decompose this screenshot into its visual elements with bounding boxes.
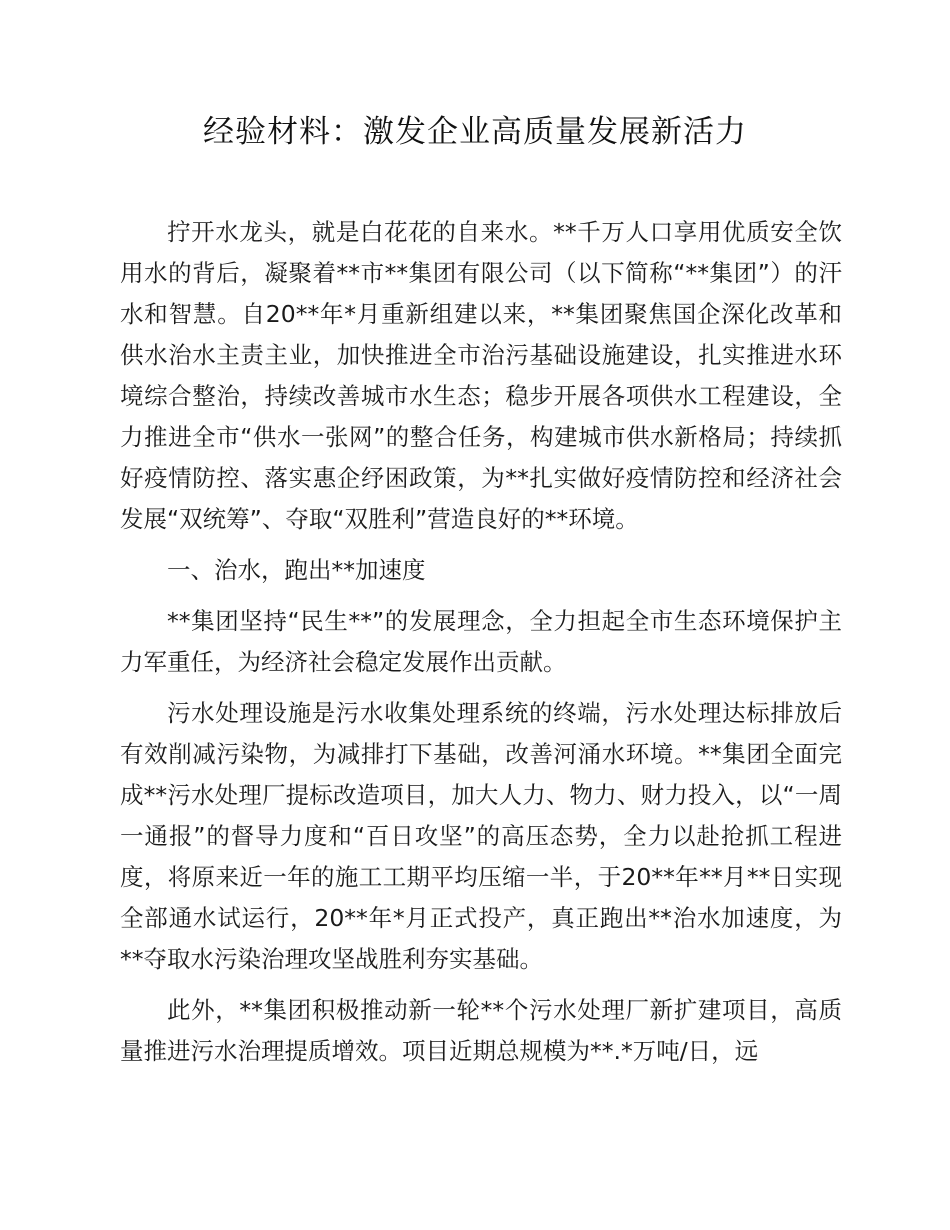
paragraph-sewage-treatment: 污水处理设施是污水收集处理系统的终端，污水处理达标排放后有效削减污染物，为减排打下基础，改善河涌水环境。**集团全面完成**污水处理厂提标改造项目，加大人力、物力、财力投入，以“一周一通报”的督导力度和“百日攻坚”的高压态势，全力以赴抢抓工程进度，将原来近一年的施工工期平均压缩一半，于20**年**月**日实现全部通水试运行，20**年*月正式投产，真正跑出**治水加速度，为**夺取水污染治理攻坚战胜利夯实基础。	[120, 699, 842, 973]
document-title: 经验材料：激发企业高质量发展新活力	[203, 114, 747, 150]
section-heading: 一、治水，跑出**加速度	[167, 556, 426, 584]
document-body	[120, 212, 842, 1082]
paragraph-philosophy: **集团坚持“民生**”的发展理念，全力担起全市生态环境保护主力军重任，为经济社会稳定发展作出贡献。	[120, 607, 842, 676]
paragraph-expansion: 此外，**集团积极推动新一轮**个污水处理厂新扩建项目，高质量推进污水治理提质增效。项目近期总规模为**.*万吨/日，远	[120, 996, 842, 1065]
paragraph-intro: 拧开水龙头，就是白花花的自来水。**千万人口享用优质安全饮用水的背后，凝聚着**市**集团有限公司（以下简称“**集团”）的汗水和智慧。自20**年*月重新组建以来，**集团聚焦国企深化改革和供水治水主责主业，加快推进全市治污基础设施建设，扎实推进水环境综合整治，持续改善城市水生态；稳步开展各项供水工程建设，全力推进全市“供水一张网”的整合任务，构建城市供水新格局；持续抓好疫情防控、落实惠企纾困政策，为**扎实做好疫情防控和经济社会发展“双统筹”、夺取“双胜利”营造良好的**环境。	[120, 218, 842, 533]
